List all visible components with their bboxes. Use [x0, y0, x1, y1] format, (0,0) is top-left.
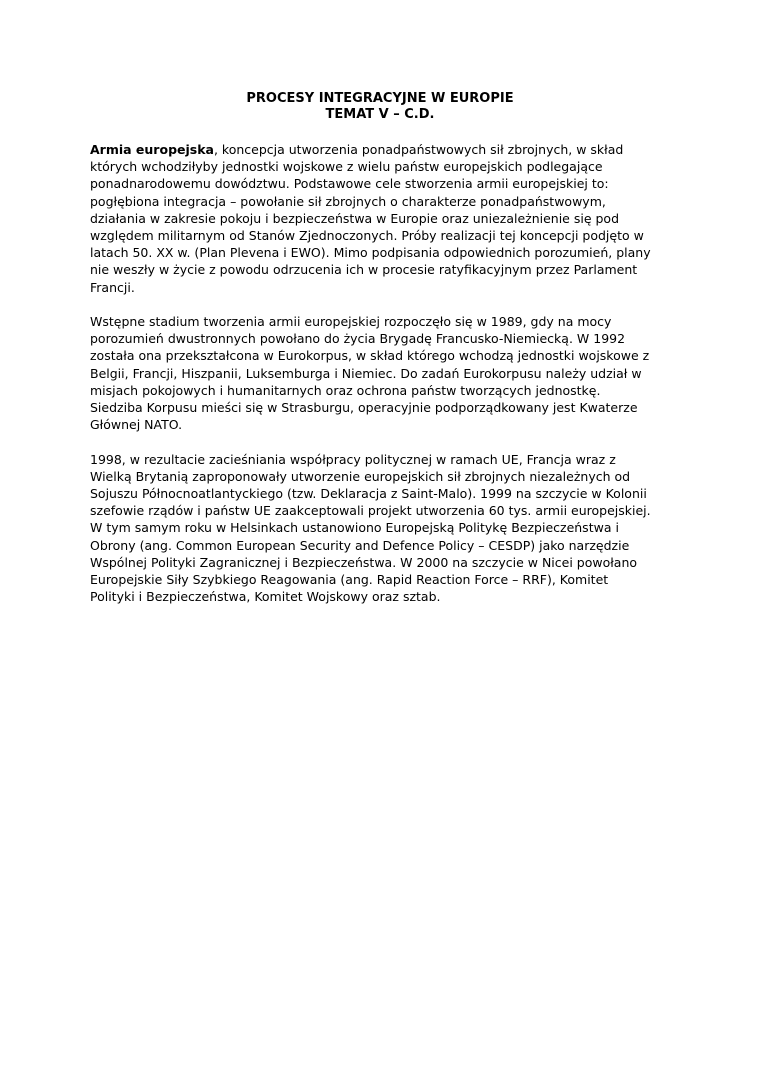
paragraph-line: względem militarnym od Stanów Zjednoczonych. Próby realizacji tej koncepcji podjęto w: [90, 228, 644, 244]
document-body: [90, 141, 675, 623]
paragraph-line: Głównej NATO.: [90, 417, 183, 433]
paragraph-line: nie weszły w życie z powodu odrzucenia ich w procesie ratyfikacyjnym przez Parlament: [90, 262, 638, 278]
document-title: [0, 91, 760, 123]
paragraph-line: których wchodziłyby jednostki wojskowe z wielu państw europejskich podlegające: [90, 159, 603, 175]
paragraph-line: Belgii, Francji, Hiszpanii, Luksemburga i Niemiec. Do zadań Eurokorpusu należy udział w: [90, 365, 642, 381]
paragraph-line: Wielką Brytanią zaproponowały utworzenie europejskich sił zbrojnych niezależnych od: [90, 468, 631, 484]
paragraph-line: została ona przekształcona w Eurokorpus, w skład którego wchodzą jednostki wojskowe z: [90, 348, 650, 364]
paragraph-line: Francji.: [90, 279, 135, 295]
paragraph-line: pogłębiona integracja – powołanie sił zbrojnych o charakterze ponadpaństwowym,: [90, 193, 606, 209]
line-text: , koncepcja utworzenia ponadpaństwowych sił zbrojnych, w skład: [213, 142, 624, 157]
paragraph-line: Wstępne stadium tworzenia armii europejskiej rozpoczęło się w 1989, gdy na mocy: [90, 314, 612, 330]
paragraph-line: porozumień dwustronnych powołano do życia Brygadę Francusko-Niemiecką. W 1992: [90, 331, 626, 347]
paragraph-line: Polityki i Bezpieczeństwa, Komitet Wojskowy oraz sztab.: [90, 589, 441, 605]
paragraph-line: szefowie rządów i państw UE zaakceptowali projekt utworzenia 60 tys. armii europejskiej.: [90, 503, 651, 519]
title-line-2: TEMAT V – C.D.: [325, 107, 435, 122]
paragraph-line: 1998, w rezultacie zacieśniania współpracy politycznej w ramach UE, Francja wraz z: [90, 451, 616, 467]
paragraph-line: misjach pokojowych i humanitarnych oraz ochrona państw tworzących jednostkę.: [90, 382, 601, 398]
paragraph-line: W tym samym roku w Helsinkach ustanowiono Europejską Politykę Bezpieczeństwa i: [90, 520, 619, 536]
paragraph-1: [90, 141, 675, 296]
paragraph-line: Siedziba Korpusu mieści się w Strasburgu, operacyjnie podporządkowany jest Kwaterze: [90, 400, 638, 416]
paragraph-line: Sojuszu Północnoatlantyckiego (tzw. Deklaracja z Saint-Malo). 1999 na szczycie w Kolonii: [90, 486, 647, 502]
paragraph-line: [90, 141, 675, 158]
paragraph-line: Europejskie Siły Szybkiego Reagowania (ang. Rapid Reaction Force – RRF), Komitet: [90, 572, 609, 588]
paragraph-line: Obrony (ang. Common European Security and Defence Policy – CESDP) jako narzędzie: [90, 537, 630, 553]
paragraph-3: [90, 451, 675, 606]
paragraph-line: ponadnarodowemu dowództwu. Podstawowe cele stworzenia armii europejskiej to:: [90, 176, 609, 192]
paragraph-line: Wspólnej Polityki Zagranicznej i Bezpieczeństwa. W 2000 na szczycie w Nicei powołano: [90, 554, 638, 570]
defined-term: Armia europejska: [90, 142, 214, 157]
paragraph-line: działania w zakresie pokoju i bezpieczeństwa w Europie oraz uniezależnienie się pod: [90, 210, 620, 226]
paragraph-2: [90, 313, 675, 433]
title-line-1: PROCESY INTEGRACYJNE W EUROPIE: [246, 91, 514, 106]
paragraph-line: latach 50. XX w. (Plan Plevena i EWO). Mimo podpisania odpowiednich porozumień, plany: [90, 245, 651, 261]
